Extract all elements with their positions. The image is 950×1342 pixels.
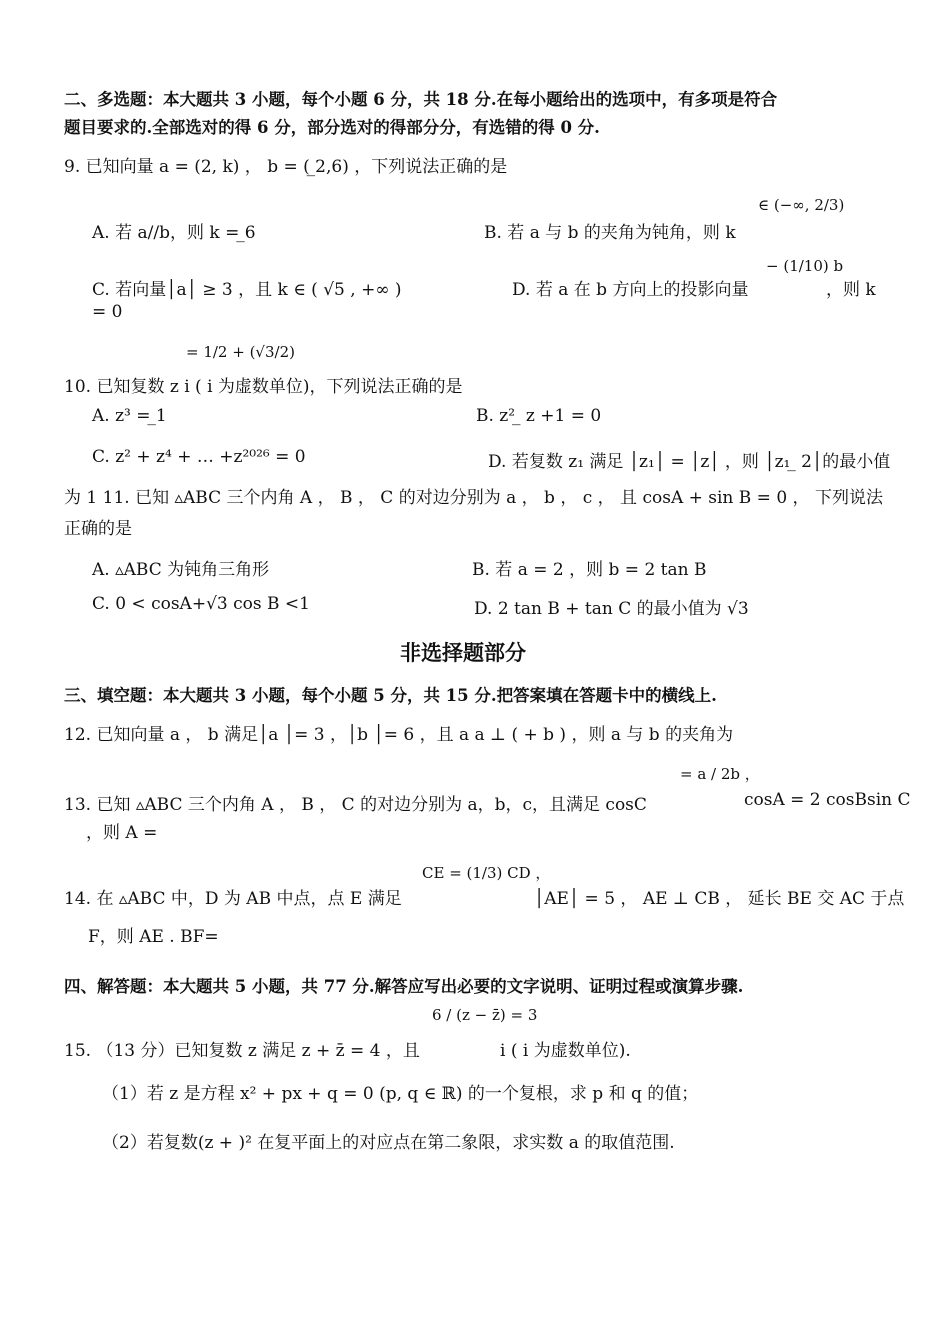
q14-stem: 14. 在 ▵ABC 中，D 为 AB 中点，点 E 满足 bbox=[64, 889, 402, 909]
q11-stem-line1: 为 1 11. 已知 ▵ABC 三个内角 A ， B ， C 的对边分别为 a ， b ， c ， 且 cosA + sin B = 0 ， 下列说法 bbox=[64, 488, 883, 508]
q9-option-d-tail: ，则 k bbox=[826, 280, 876, 300]
q9-option-d-vector: − (1/10) b bbox=[766, 257, 844, 275]
q9-option-b-range: ∈ (−∞, 2/3) bbox=[758, 196, 845, 214]
q10-option-d: D. 若复数 z₁ 满足 │z₁│ = │z│ ，则 │z₁ ̲ 2│的最小值 bbox=[488, 452, 891, 472]
q15-part2: （2）若复数(z + )² 在复平面上的对应点在第二象限，求实数 a 的取值范围. bbox=[102, 1133, 675, 1153]
q9-option-a: A. 若 a//b，则 k = ̲6 bbox=[92, 223, 256, 243]
q9-option-b: B. 若 a 与 b 的夹角为钝角，则 k bbox=[484, 223, 736, 243]
q13-stem-tail: cosA = 2 cosBsin C bbox=[744, 790, 911, 810]
q10-option-b: B. z² ̲ z +1 = 0 bbox=[476, 406, 602, 426]
q10-z-expression: = 1/2 + (√3/2) bbox=[186, 343, 295, 361]
q9-option-c: C. 若向量│a│ ≥ 3 ，且 k ∈ ( √5 , +∞ ) bbox=[92, 280, 402, 300]
q11-option-d: D. 2 tan B + tan C 的最小值为 √3 bbox=[474, 599, 749, 619]
q13-fraction: = a / 2b ， bbox=[680, 765, 760, 783]
q9-stem: 9. 已知向量 a = (2, k) ， b = ( ̲2,6) ，下列说法正确的是 bbox=[64, 157, 508, 177]
q15-fraction: 6 / (z − z̄) = 3 bbox=[432, 1006, 538, 1024]
q9-option-d: D. 若 a 在 b 方向上的投影向量 bbox=[512, 280, 749, 300]
q15-stem: 15. （13 分）已知复数 z 满足 z + z̄ = 4 ，且 bbox=[64, 1041, 420, 1061]
q10-stem: 10. 已知复数 z i ( i 为虚数单位)，下列说法正确的是 bbox=[64, 377, 463, 397]
q14-line2: F，则 AE . BF= bbox=[88, 927, 219, 947]
nonchoice-heading: 非选择题部分 bbox=[400, 641, 526, 665]
q11-option-c: C. 0 < cosA+√3 cos B <1 bbox=[92, 594, 310, 614]
q13-line2: ，则 A = bbox=[86, 823, 158, 843]
q11-stem-line2: 正确的是 bbox=[64, 519, 132, 539]
q15-part1: （1）若 z 是方程 x² + px + q = 0 (p, q ∈ ℝ) 的一个复根，求 p 和 q 的值； bbox=[102, 1084, 699, 1104]
q14-vector-relation: CE = (1/3) CD ， bbox=[422, 864, 551, 882]
q10-option-a: A. z³ = ̲1 bbox=[92, 406, 167, 426]
q12-stem: 12. 已知向量 a ， b 满足│a │= 3 ，│b │= 6 ，且 a a ⊥ ( + b ) ，则 a 与 b 的夹角为 bbox=[64, 725, 734, 745]
q11-option-a: A. ▵ABC 为钝角三角形 bbox=[92, 560, 270, 580]
section2-heading-line2: 题目要求的.全部选对的得 6 分，部分选对的得部分分，有选错的得 0 分. bbox=[64, 118, 600, 137]
q10-option-c: C. z² + z⁴ + … +z²⁰²⁶ = 0 bbox=[92, 447, 306, 467]
q9-option-d-cont: = 0 bbox=[92, 302, 123, 322]
q11-option-b: B. 若 a = 2 ，则 b = 2 tan B bbox=[472, 560, 707, 580]
section2-heading-line1: 二、多选题：本大题共 3 小题，每个小题 6 分，共 18 分.在每小题给出的选项中，有多项是符合 bbox=[64, 90, 778, 109]
section3-heading: 三、填空题：本大题共 3 小题，每个小题 5 分，共 15 分.把答案填在答题卡中的横线上. bbox=[64, 686, 717, 705]
section4-heading: 四、解答题：本大题共 5 小题，共 77 分.解答应写出必要的文字说明、证明过程或演算步骤. bbox=[64, 977, 744, 996]
q15-stem-tail: i ( i 为虚数单位). bbox=[500, 1041, 631, 1061]
q13-stem: 13. 已知 ▵ABC 三个内角 A ， B ， C 的对边分别为 a，b，c，且满足 cosC bbox=[64, 795, 647, 815]
q14-stem-tail: │AE│ = 5 ， AE ⊥ CB ， 延长 BE 交 AC 于点 bbox=[534, 889, 905, 909]
